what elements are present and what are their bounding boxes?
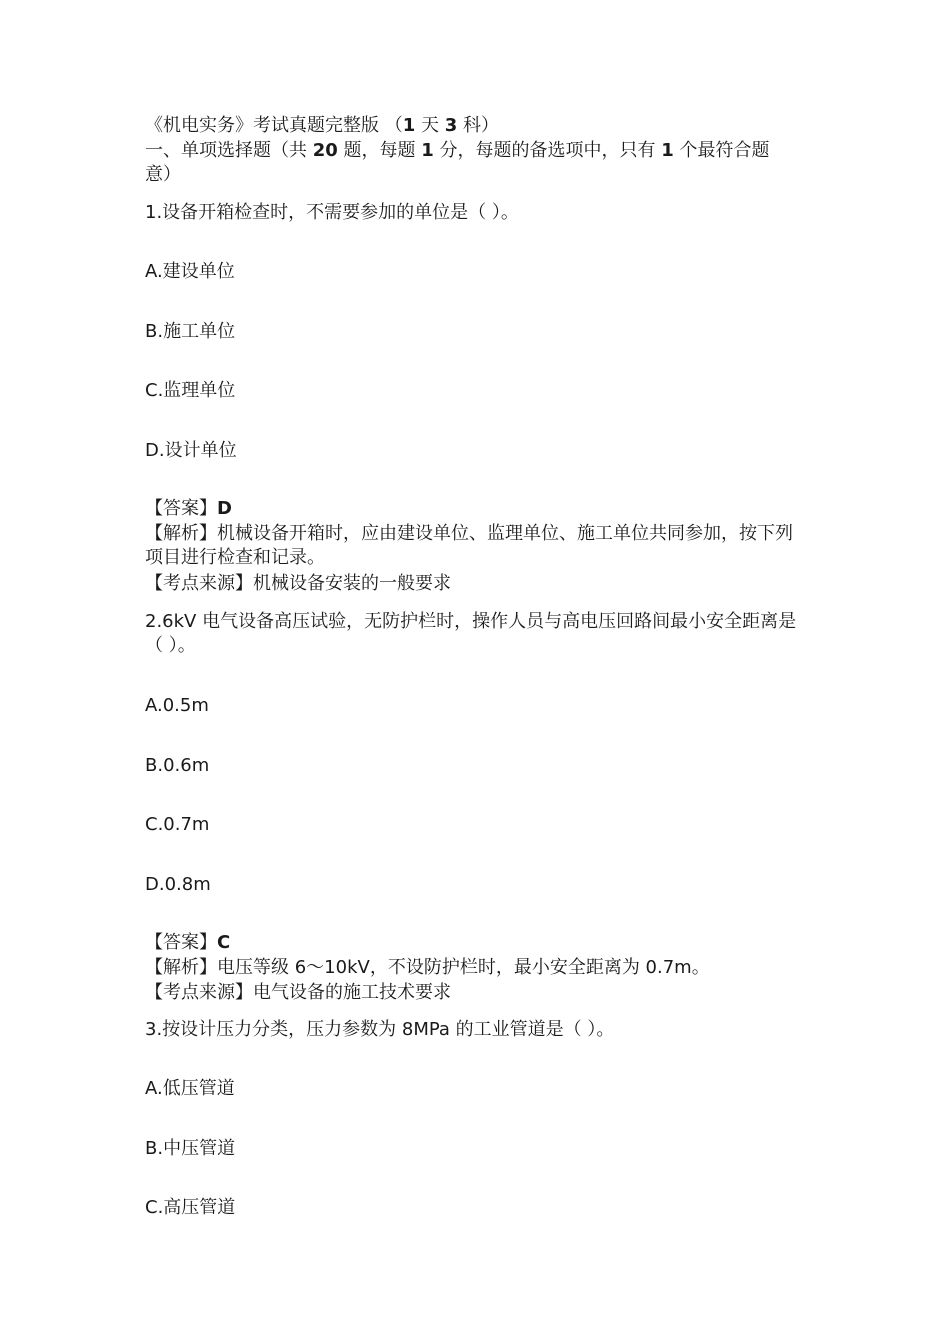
question-3-option-c: C.高压管道 bbox=[145, 1197, 236, 1218]
question-2-source: 【考点来源】电气设备的施工技术要求 bbox=[145, 982, 451, 1003]
question-1-option-c: C.监理单位 bbox=[145, 380, 236, 401]
question-2-option-a: A.0.5m bbox=[145, 695, 209, 716]
document-title: 《机电实务》考试真题完整版 （1 天 3 科） bbox=[145, 115, 499, 136]
question-1-analysis: 【解析】机械设备开箱时，应由建设单位、监理单位、施工单位共同参加，按下列项目进行检查和记录。 bbox=[145, 523, 793, 568]
question-2-option-b: B.0.6m bbox=[145, 755, 210, 776]
question-1-answer: 【答案】D bbox=[145, 498, 232, 519]
question-2-answer: 【答案】C bbox=[145, 932, 231, 953]
section-heading: 一、单项选择题（共 20 题，每题 1 分，每题的备选项中，只有 1 个最符合题 意） bbox=[145, 140, 770, 185]
question-3-stem: 3.按设计压力分类，压力参数为 8MPa 的工业管道是（ ）。 bbox=[145, 1019, 615, 1040]
question-1-option-b: B.施工单位 bbox=[145, 321, 236, 342]
question-1-source: 【考点来源】机械设备安装的一般要求 bbox=[145, 573, 451, 594]
question-2-analysis: 【解析】电压等级 6～10kV，不设防护栏时，最小安全距离为 0.7m。 bbox=[145, 957, 710, 978]
question-2-option-c: C.0.7m bbox=[145, 814, 210, 835]
question-1-option-d: D.设计单位 bbox=[145, 440, 237, 461]
question-3-option-a: A.低压管道 bbox=[145, 1078, 235, 1099]
question-1-stem: 1.设备开箱检查时，不需要参加的单位是（ ）。 bbox=[145, 202, 519, 223]
question-1-option-a: A.建设单位 bbox=[145, 261, 235, 282]
question-2-option-d: D.0.8m bbox=[145, 874, 211, 895]
question-2-stem: 2.6kV 电气设备高压试验，无防护栏时，操作人员与高电压回路间最小安全距离是（ ）。 bbox=[145, 611, 797, 656]
question-3-option-b: B.中压管道 bbox=[145, 1138, 236, 1159]
